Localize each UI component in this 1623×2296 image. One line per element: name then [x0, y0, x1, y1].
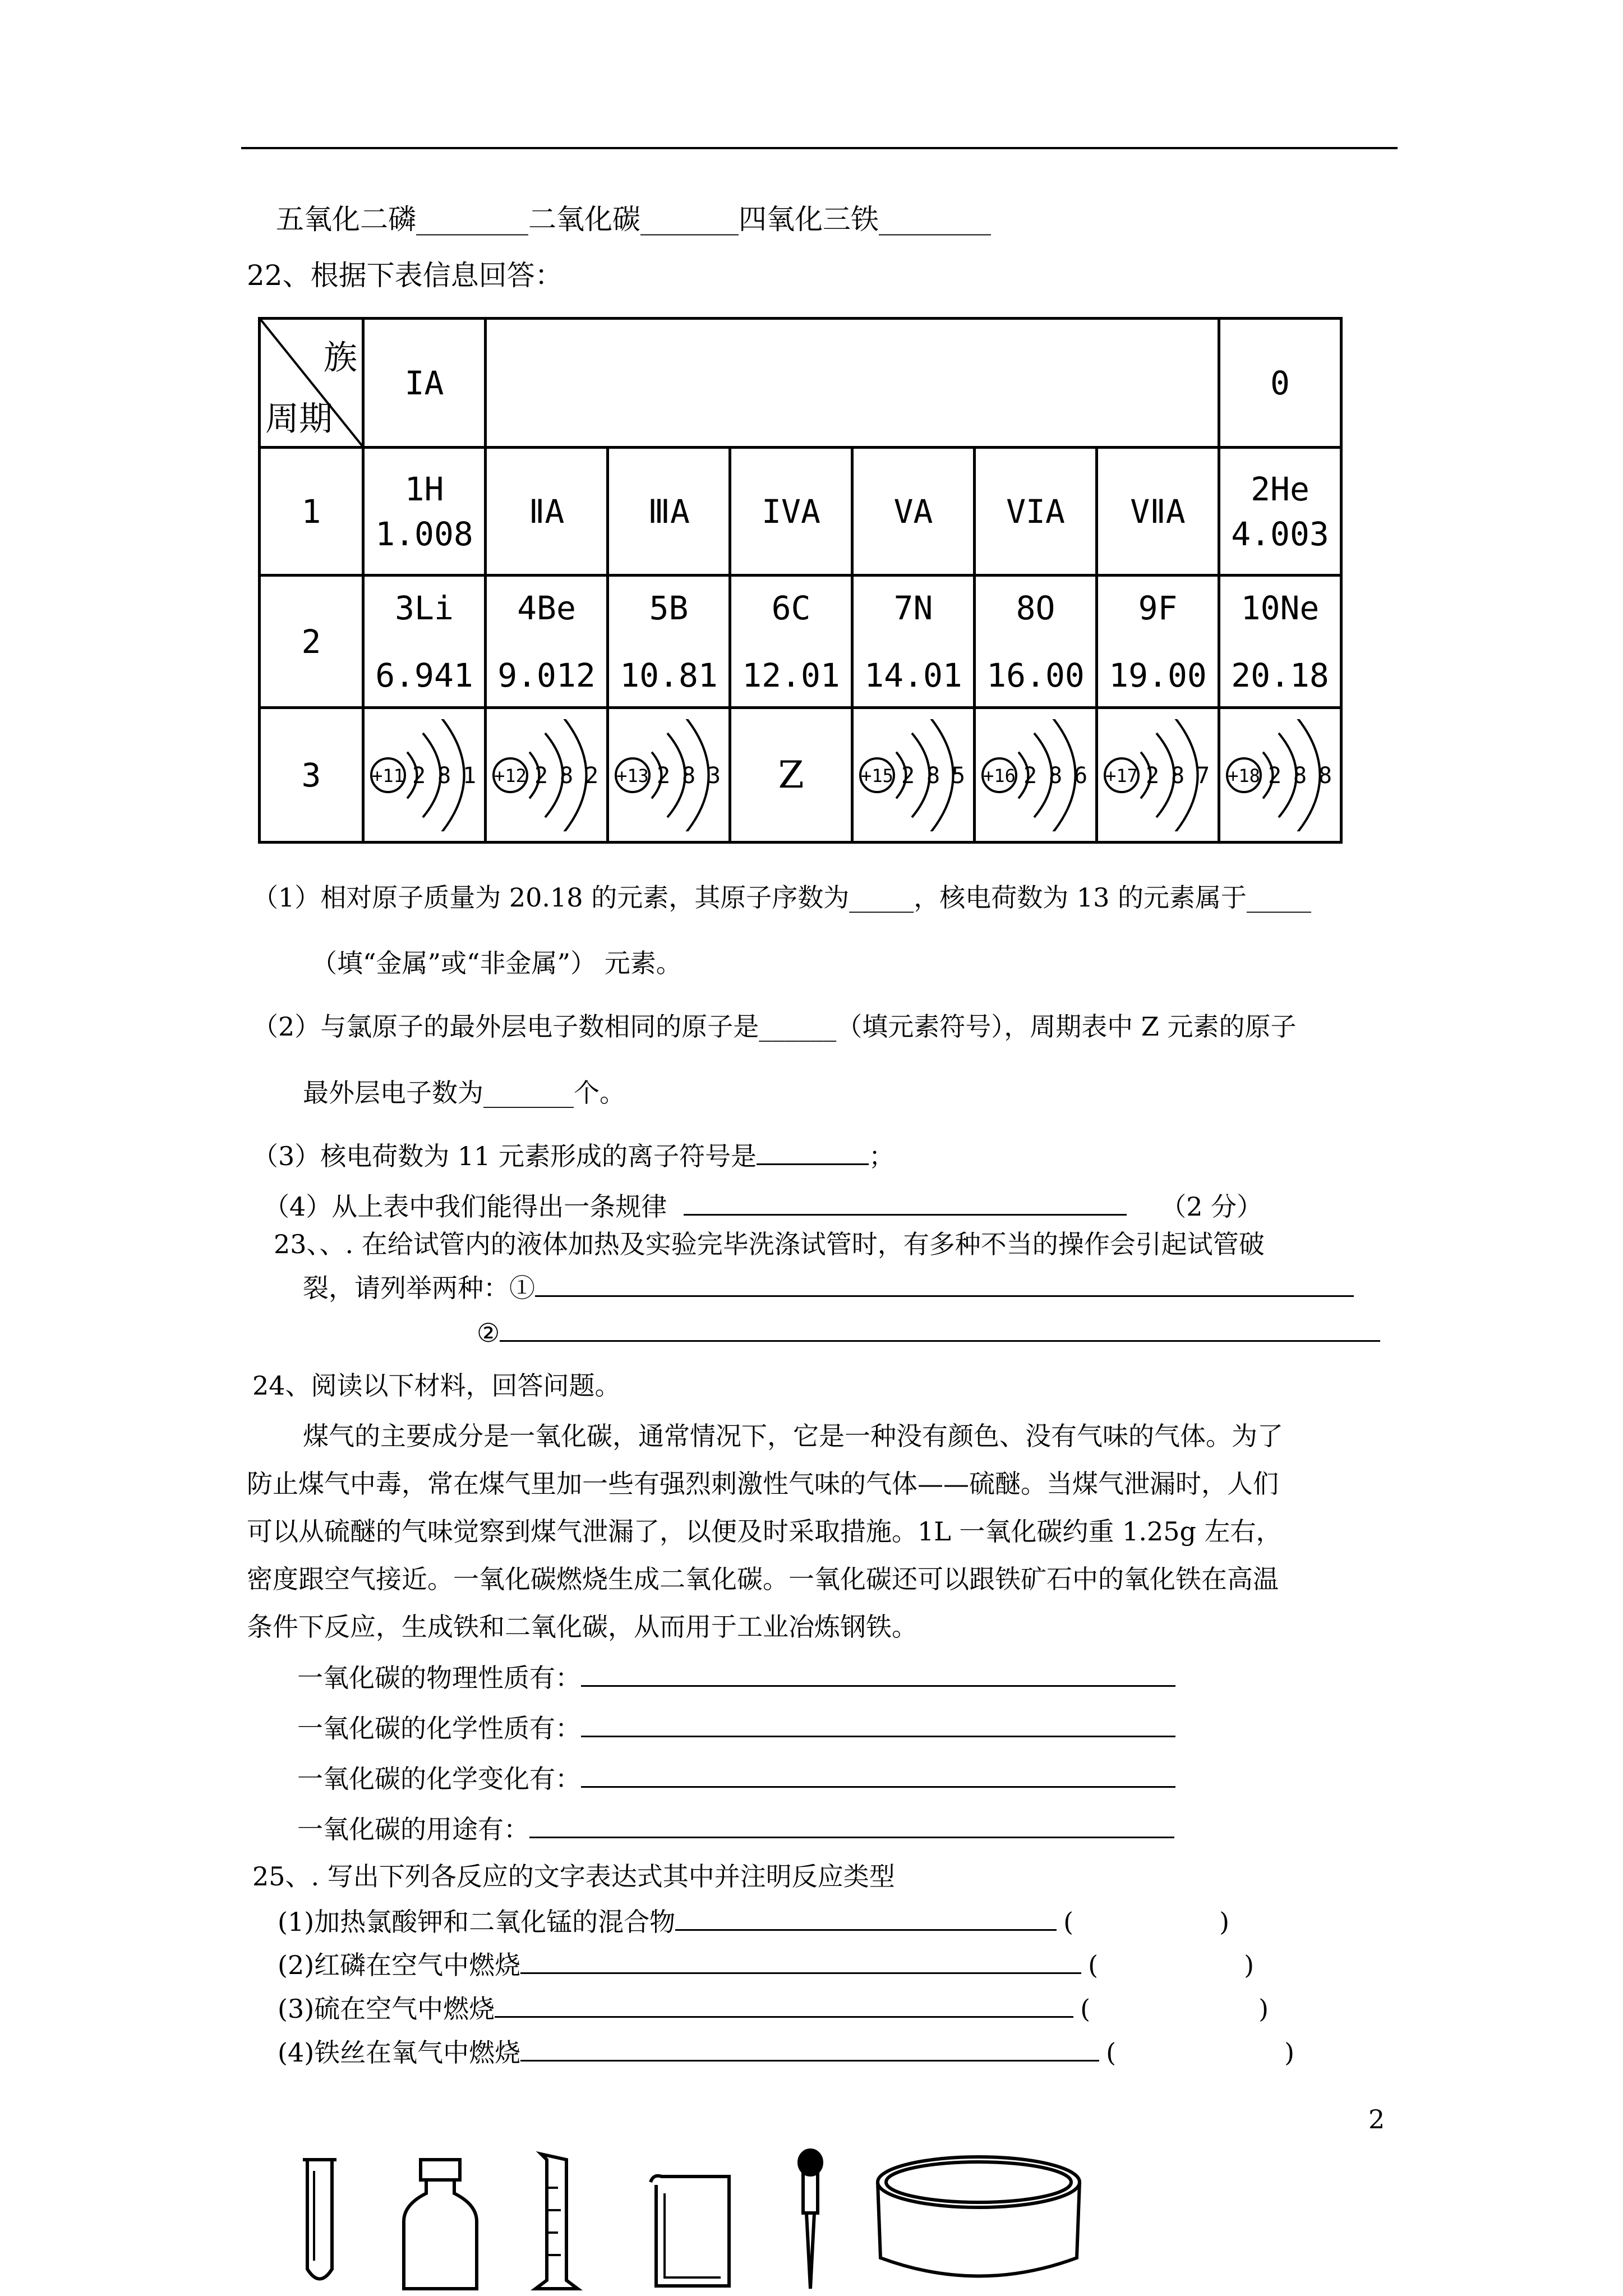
shell-electron-count: 8 [926, 762, 940, 789]
atom-structure-cell [486, 708, 608, 843]
element-cell: 9F 19.00 [1097, 576, 1219, 708]
element-he: 2He 4.003 [1219, 448, 1341, 576]
q23-line2: 裂，请列举两种：① [303, 1271, 1354, 1305]
q24-para-5: 条件下反应，生成铁和二氧化碳，从而用于工业冶炼钢铁。 [247, 1612, 917, 1642]
q23-line1: 23、、. 在给试管内的液体加热及实验完毕洗涤试管时，有多种不当的操作会引起试管破 [274, 1229, 1265, 1259]
top-line: 五氧化二磷________二氧化碳_______四氧化三铁________ [276, 203, 991, 236]
atom-structure-diagram [1221, 719, 1339, 831]
beaker-icon [651, 2176, 729, 2286]
reagent-bottle-icon [404, 2160, 477, 2289]
nucleus-charge: +17 [1105, 765, 1138, 786]
q24-title: 24、阅读以下材料，回答问题。 [252, 1370, 621, 1401]
group-iva-header: IVA [730, 448, 852, 576]
period-3-label: 3 [260, 708, 363, 843]
period-2-label: 2 [260, 576, 363, 708]
shell-electron-count: 6 [1073, 762, 1087, 789]
element-cell: 6C 12.01 [730, 576, 852, 708]
test-tube-icon [303, 2160, 336, 2279]
page-number: 2 [1368, 2104, 1385, 2134]
q22-sub2-line1: （2）与氯原子的最外层电子数相同的原子是______（填元素符号），周期表中 Z 元素的原子 [252, 1011, 1297, 1042]
dropper-icon [799, 2150, 822, 2289]
q25-item-2: (2)红磷在空气中燃烧 ( ) [278, 1948, 1254, 1982]
atom-structure-cell [1219, 708, 1341, 843]
periodic-table [258, 317, 1343, 844]
atom-structure-diagram [855, 719, 972, 831]
apparatus-row [0, 2148, 1623, 2294]
atom-structure-cell [975, 708, 1097, 843]
q22-sub1-line2: （填“金属”或“非金属”） 元素。 [311, 948, 682, 978]
q25-item-4: (4)铁丝在氧气中燃烧 ( ) [278, 2035, 1294, 2069]
shell-electron-count: 7 [1196, 762, 1210, 789]
q22-sub3: （3）核电荷数为 11 元素形成的离子符号是 ； [252, 1139, 895, 1173]
atom-structure-cell [1097, 708, 1219, 843]
element-h: 1H 1.008 [363, 448, 486, 576]
q25-item-3: (3)硫在空气中燃烧 ( ) [278, 1991, 1269, 2026]
q24-item-1: 一氧化碳的物理性质有： [297, 1660, 1175, 1695]
atom-structure-diagram [610, 719, 728, 831]
atom-structure-diagram [366, 719, 483, 831]
element-cell: 8O 16.00 [975, 576, 1097, 708]
atom-structure-diagram [488, 719, 606, 831]
shell-electron-count: 2 [534, 762, 548, 789]
q24-para-1: 煤气的主要成分是一氧化碳，通常情况下，它是一种没有颜色、没有气味的气体。为了 [303, 1421, 1283, 1451]
element-cell: 10Ne 20.18 [1219, 576, 1341, 708]
nucleus-charge: +16 [983, 765, 1016, 786]
q23-line3: ② [477, 1315, 1380, 1350]
atom-structure-diagram [1099, 719, 1217, 831]
shell-electron-count: 2 [1145, 762, 1159, 789]
shell-electron-count: 8 [437, 762, 451, 789]
corner-top-label: 族 [324, 338, 357, 378]
nucleus-charge: +15 [860, 765, 893, 786]
group-va-header: VA [852, 448, 975, 576]
atom-structure-cell [363, 708, 486, 843]
element-cell: 7N 14.01 [852, 576, 975, 708]
group-iiia-header: ⅢA [608, 448, 730, 576]
shell-electron-count: 5 [951, 762, 965, 789]
shell-electron-count: 2 [656, 762, 670, 789]
shell-electron-count: 1 [462, 762, 476, 789]
q24-item-3: 一氧化碳的化学变化有： [297, 1761, 1175, 1796]
element-cell: 3Li 6.941 [363, 576, 486, 708]
answer-blank[interactable] [500, 1315, 1380, 1342]
shell-electron-count: 2 [412, 762, 426, 789]
shell-electron-count: 2 [1267, 762, 1281, 789]
answer-blank[interactable] [581, 1660, 1175, 1687]
shell-electron-count: 8 [1293, 762, 1307, 789]
corner-bottom-label: 周期 [265, 399, 333, 439]
answer-blank[interactable] [529, 1812, 1174, 1838]
q24-item-2: 一氧化碳的化学性质有： [297, 1711, 1175, 1745]
group-0-header: 0 [1219, 319, 1341, 448]
atom-structure-cell [608, 708, 730, 843]
graduated-cylinder-icon [536, 2154, 578, 2289]
q25-title: 25、. 写出下列各反应的文字表达式其中并注明反应类型 [252, 1861, 895, 1892]
answer-blank[interactable] [581, 1761, 1175, 1788]
group-iia-header: ⅡA [486, 448, 608, 576]
nucleus-charge: +13 [616, 765, 649, 786]
nucleus-charge: +12 [494, 765, 527, 786]
group-ia-header: IA [363, 319, 486, 448]
answer-blank[interactable] [581, 1711, 1175, 1737]
element-z-cell: Z [730, 708, 852, 843]
element-cell: 5B 10.81 [608, 576, 730, 708]
corner-cell [260, 319, 363, 448]
q22-sub2-line2: 最外层电子数为_______个。 [303, 1078, 625, 1108]
header-blank [486, 319, 1219, 448]
shell-electron-count: 8 [559, 762, 573, 789]
evaporating-dish-icon [878, 2157, 1080, 2276]
q22-sub1-line1: （1）相对原子质量为 20.18 的元素，其原子序数为_____，核电荷数为 13 的元素属于_____ [252, 882, 1311, 913]
shell-electron-count: 8 [1048, 762, 1062, 789]
group-viia-header: VⅡA [1097, 448, 1219, 576]
q25-item-1: (1)加热氯酸钾和二氧化锰的混合物 ( ) [278, 1904, 1229, 1939]
q24-para-2: 防止煤气中毒，常在煤气里加一些有强烈刺激性气味的气体——硫醚。当煤气泄漏时，人们 [247, 1469, 1279, 1499]
shell-electron-count: 8 [1170, 762, 1184, 789]
period-1-label: 1 [260, 448, 363, 576]
shell-electron-count: 2 [901, 762, 915, 789]
answer-blank[interactable] [520, 1948, 1081, 1974]
shell-electron-count: 2 [1023, 762, 1037, 789]
shell-electron-count: 3 [707, 762, 721, 789]
element-cell: 4Be 9.012 [486, 576, 608, 708]
header-rule [241, 147, 1398, 149]
answer-blank[interactable] [684, 1189, 1127, 1216]
answer-blank[interactable] [520, 2035, 1099, 2062]
answer-blank[interactable] [675, 1904, 1057, 1931]
q24-para-3: 可以从硫醚的气味觉察到煤气泄漏了，以便及时采取措施。1L 一氧化碳约重 1.25g 左右， [247, 1516, 1282, 1547]
q24-para-4: 密度跟空气接近。一氧化碳燃烧生成二氧化碳。一氧化碳还可以跟铁矿石中的氧化铁在高温 [247, 1564, 1279, 1594]
q22-sub4: （4）从上表中我们能得出一条规律 （2 分） [264, 1189, 1262, 1223]
group-via-header: VIA [975, 448, 1097, 576]
q22-title: 22、根据下表信息回答： [247, 259, 563, 292]
answer-blank[interactable] [757, 1139, 869, 1165]
answer-blank[interactable] [495, 1991, 1073, 2018]
nucleus-charge: +18 [1227, 765, 1260, 786]
shell-electron-count: 8 [1318, 762, 1332, 789]
shell-electron-count: 2 [584, 762, 598, 789]
atom-structure-cell [852, 708, 975, 843]
atom-structure-diagram [977, 719, 1095, 831]
q24-item-4: 一氧化碳的用途有： [297, 1812, 1174, 1846]
shell-electron-count: 8 [681, 762, 695, 789]
nucleus-charge: +11 [371, 765, 404, 786]
answer-blank[interactable] [535, 1271, 1354, 1297]
